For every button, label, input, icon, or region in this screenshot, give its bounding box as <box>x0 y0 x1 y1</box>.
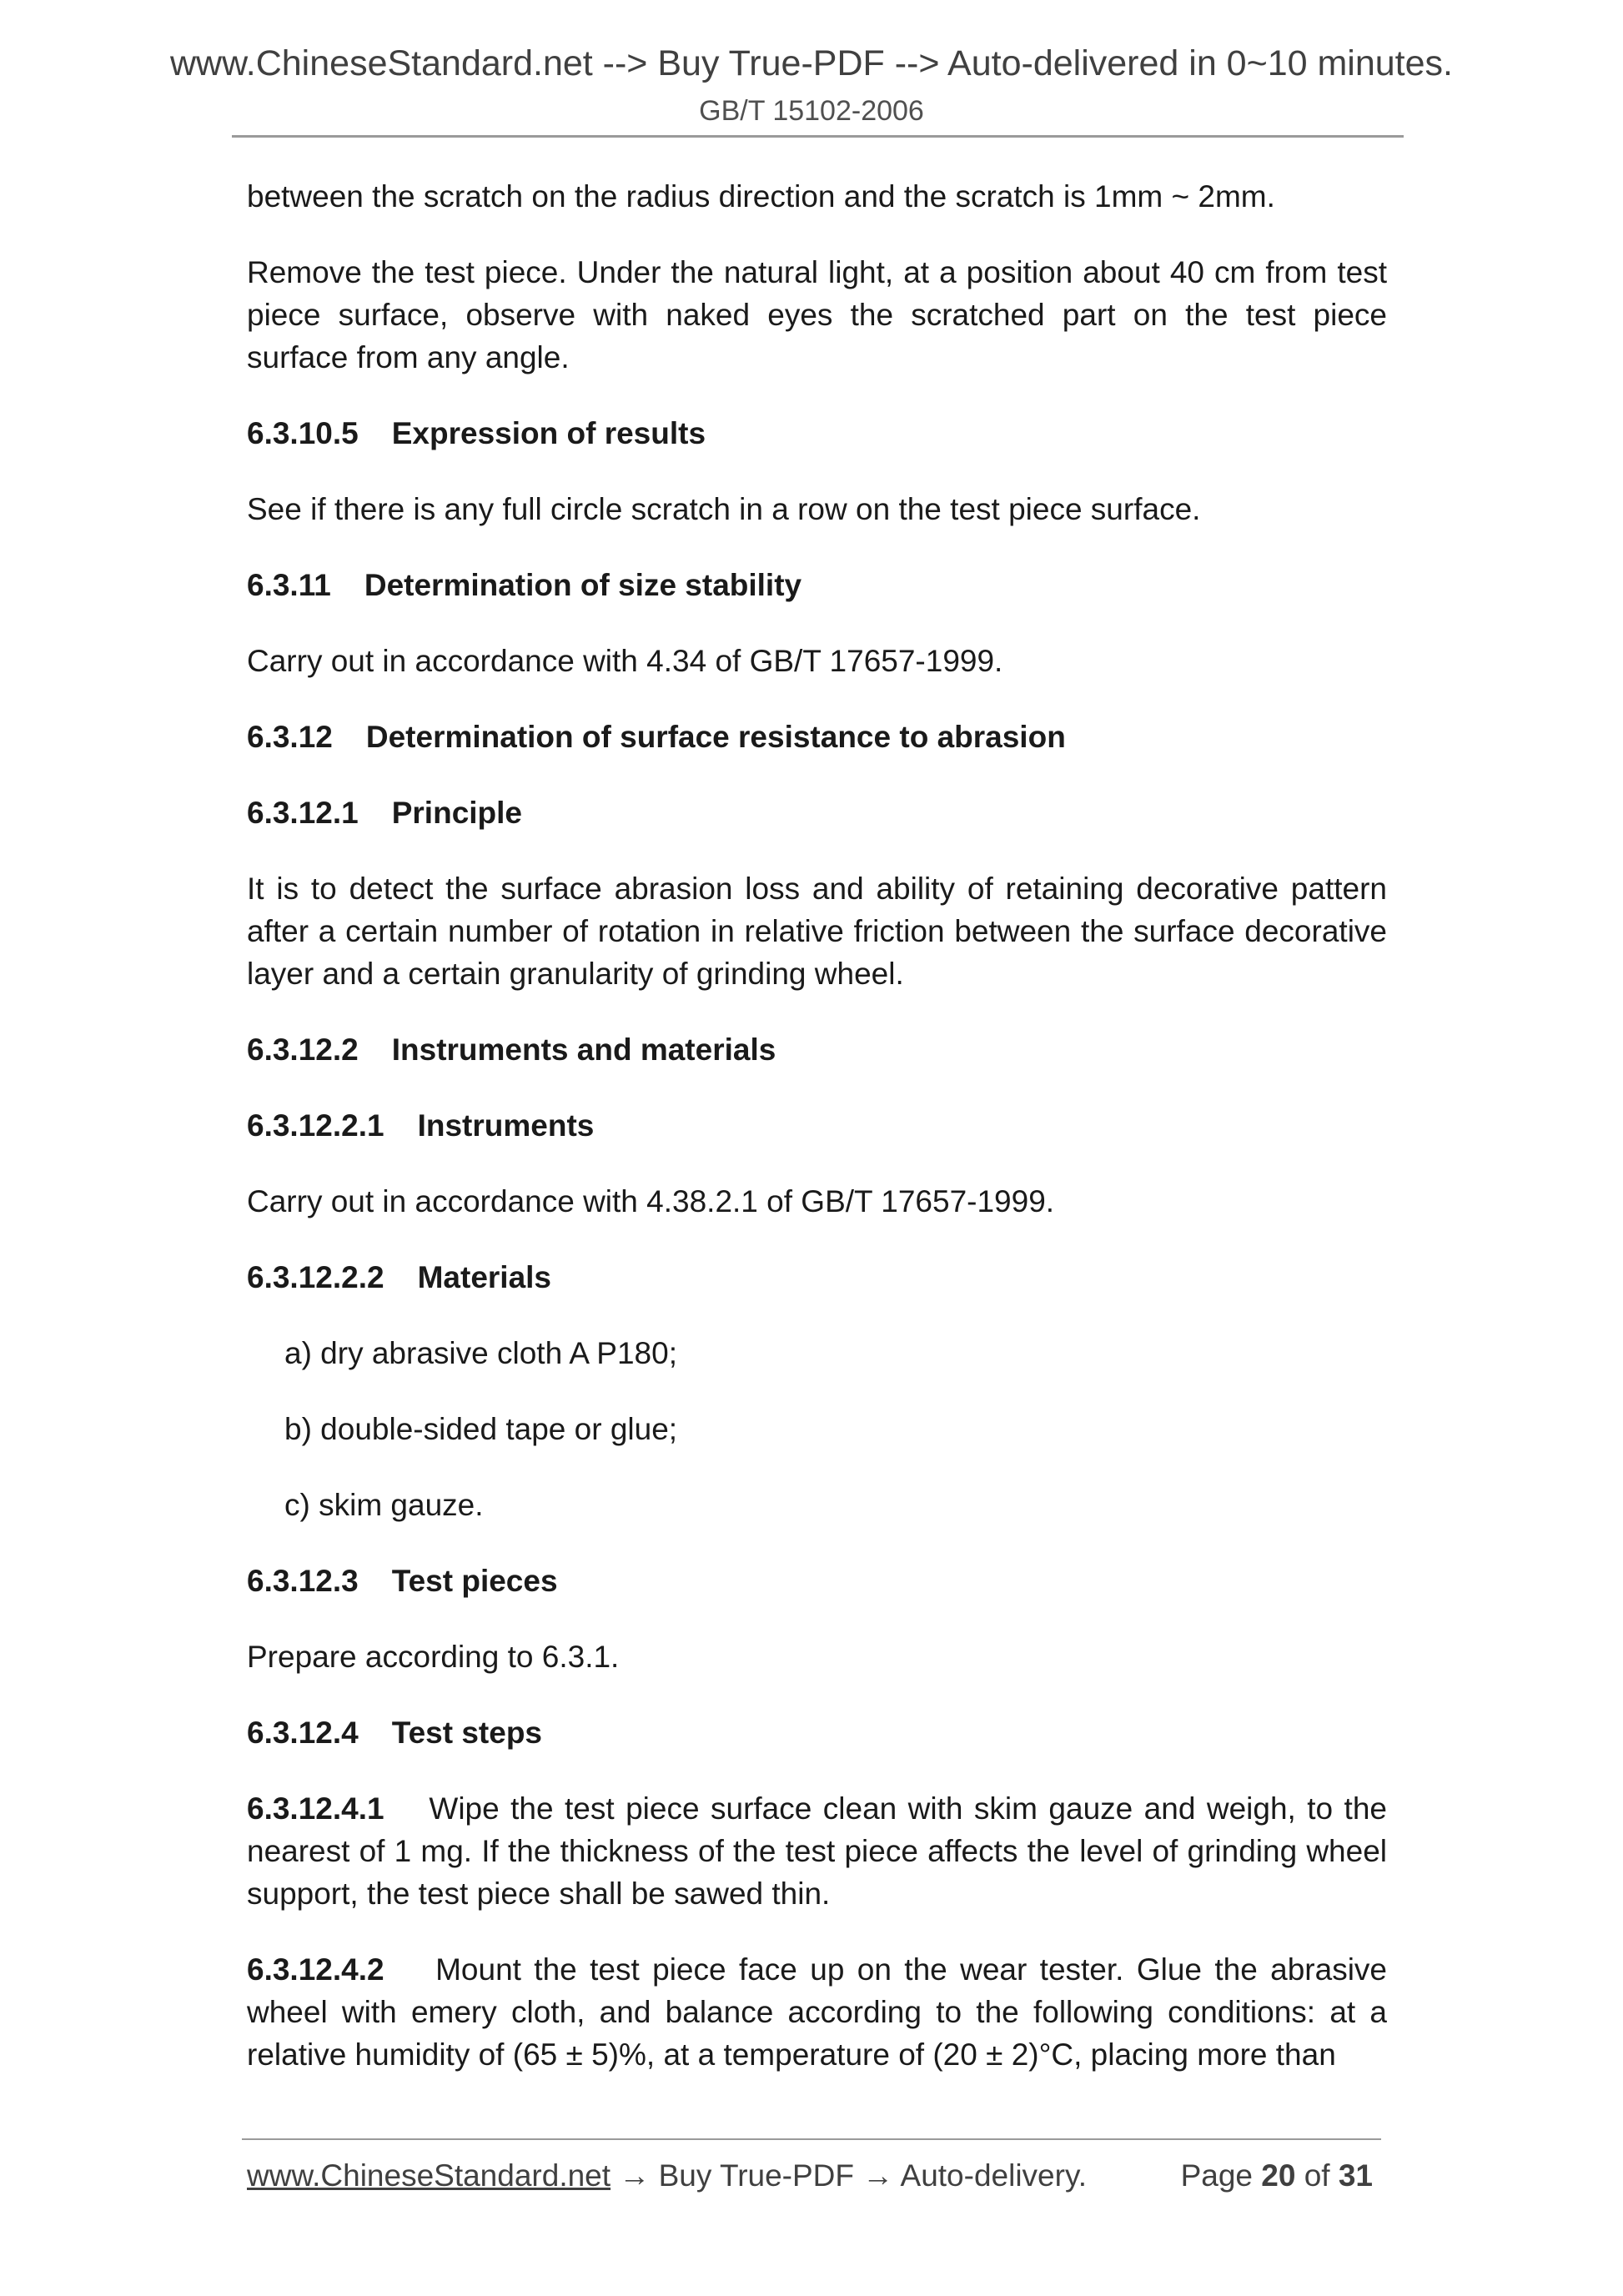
step-text: Mount the test piece face up on the wear tester. Glue the abrasive wheel with emery cloth, and balance according to the following conditions: at a relative humidity of (65 ± 5)%, at a temperature of (20 ± 2)°C, placing more than <box>247 1952 1388 2072</box>
section-number: 6.3.12.2.2 <box>247 1260 384 1294</box>
header-banner: www.ChineseStandard.net --> Buy True-PDF --> Auto-delivered in 0~10 minutes. <box>169 43 1453 83</box>
section-number: 6.3.12.3 <box>247 1564 359 1598</box>
section-heading <box>247 1560 1387 1602</box>
section-number: 6.3.12 <box>247 720 333 754</box>
step-number: 6.3.12.4.2 <box>247 1952 384 1987</box>
list-item: a) dry abrasive cloth A P180; <box>284 1336 677 1370</box>
section-number: 6.3.10.5 <box>247 416 359 450</box>
page-total: 31 <box>1338 2158 1373 2193</box>
paragraph: Prepare according to 6.3.1. <box>247 1640 620 1674</box>
paragraph: Carry out in accordance with 4.34 of GB/T 17657-1999. <box>247 644 1003 678</box>
section-title: Instruments and materials <box>391 1032 776 1067</box>
document-body <box>247 175 1387 2109</box>
footer-link[interactable]: www.ChineseStandard.net <box>247 2158 611 2193</box>
section-heading <box>247 412 1387 455</box>
paragraph: Remove the test piece. Under the natural light, at a position about 40 cm from test piece surface, observe with naked eyes the scratched part on the test piece surface from any angle. <box>247 255 1387 374</box>
section-title: Expression of results <box>391 416 706 450</box>
header-divider <box>232 135 1404 138</box>
section-heading <box>247 1256 1387 1299</box>
section-number: 6.3.12.4 <box>247 1716 359 1750</box>
paragraph: It is to detect the surface abrasion loss and ability of retaining decorative pattern after a certain number of rotation in relative friction between the surface decorative layer and a certain granularity of grinding wheel. <box>247 872 1387 991</box>
section-heading <box>247 1104 1387 1147</box>
step-number: 6.3.12.4.1 <box>247 1791 384 1826</box>
standard-number: GB/T 15102-2006 <box>699 95 924 127</box>
section-heading <box>247 1028 1387 1071</box>
page-label: Page <box>1180 2158 1262 2193</box>
section-title: Materials <box>417 1260 552 1294</box>
section-title: Instruments <box>417 1108 595 1143</box>
section-number: 6.3.12.1 <box>247 796 359 830</box>
list-item: c) skim gauze. <box>284 1488 484 1522</box>
section-number: 6.3.12.2.1 <box>247 1108 384 1143</box>
list-item: b) double-sided tape or glue; <box>284 1412 678 1446</box>
section-title: Test steps <box>391 1716 543 1750</box>
paragraph: See if there is any full circle scratch in a row on the test piece surface. <box>247 492 1201 526</box>
section-heading <box>247 716 1387 758</box>
page-indicator <box>1181 2158 1373 2193</box>
paragraph: between the scratch on the radius direction and the scratch is 1mm ~ 2mm. <box>247 179 1275 214</box>
section-title: Principle <box>391 796 523 830</box>
footer-text: → Buy True-PDF → Auto-delivery. <box>611 2158 1087 2193</box>
section-title: Determination of size stability <box>364 568 802 602</box>
step-paragraph <box>247 1787 1387 1915</box>
footer-divider <box>242 2138 1381 2140</box>
page-of: of <box>1295 2158 1339 2193</box>
section-number: 6.3.11 <box>247 568 331 602</box>
section-title: Determination of surface resistance to abrasion <box>365 720 1066 754</box>
section-heading <box>247 564 1387 606</box>
section-heading <box>247 1711 1387 1754</box>
page-current: 20 <box>1261 2158 1296 2193</box>
paragraph: Carry out in accordance with 4.38.2.1 of GB/T 17657-1999. <box>247 1184 1055 1218</box>
step-paragraph <box>247 1948 1387 2076</box>
footer <box>247 2158 1373 2193</box>
section-heading <box>247 791 1387 834</box>
section-number: 6.3.12.2 <box>247 1032 359 1067</box>
section-title: Test pieces <box>391 1564 558 1598</box>
step-text: Wipe the test piece surface clean with skim gauze and weigh, to the nearest of 1 mg. If the thickness of the test piece affects the level of grinding wheel support, the test piece shall be sawed thin. <box>247 1791 1387 1911</box>
